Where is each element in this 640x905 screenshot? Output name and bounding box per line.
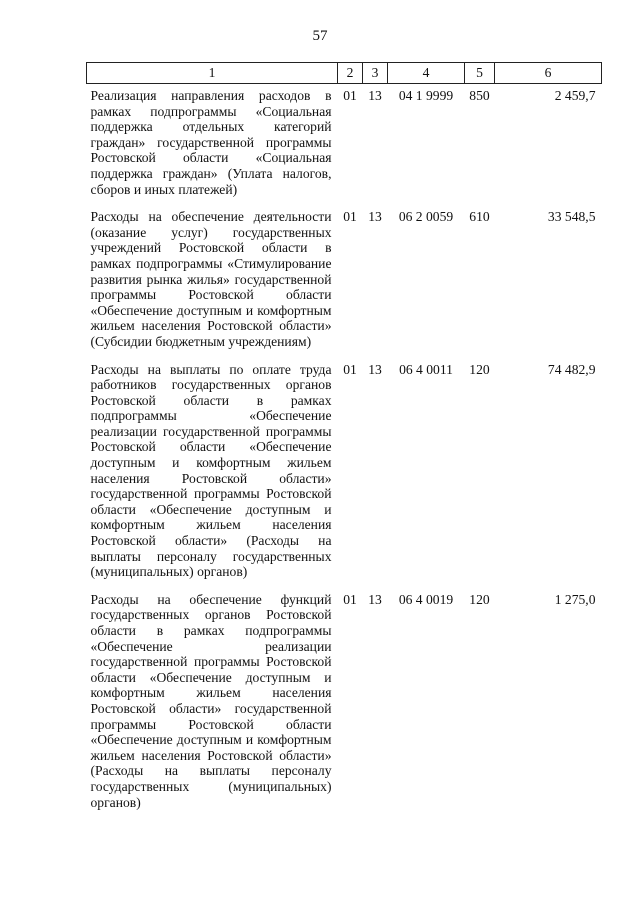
row-target-code: 06 2 0059 xyxy=(398,209,454,225)
row-expense-type-code: 120 xyxy=(469,591,490,607)
row-description: Расходы на выплаты по оплате труда работников государственных органов Ростовской области в рамках подпрограммы «Обеспечение реализации государственной программы Ростовской области «Обеспечение доступным и комфортным жильем населения Ростовской области» государственной программы Ростовской области «Обеспечение доступным и комфортным жильем населения Ростовской области» (Расходы на выплаты персоналу государственных (муниципальных) органов) xyxy=(90,361,332,580)
row-amount: 33 548,5 xyxy=(547,209,596,225)
row-subsection-code: 13 xyxy=(368,209,382,225)
row-section-code: 01 xyxy=(343,209,357,225)
header-col-2: 2 xyxy=(338,63,363,84)
row-expense-type-code: 610 xyxy=(469,209,490,225)
table-row xyxy=(87,362,602,592)
header-col-4: 4 xyxy=(388,63,465,84)
header-row xyxy=(87,63,602,84)
row-amount: 74 482,9 xyxy=(547,361,596,377)
header-col-1: 1 xyxy=(87,63,338,84)
row-amount: 1 275,0 xyxy=(554,591,596,607)
row-description: Расходы на обеспечение функций государственных органов Ростовской области в рамках подпрограммы «Обеспечение реализации государственной программы Ростовской области «Обеспечение доступным и комфортным жильем населения Ростовской области» государственной программы Ростовской области «Обеспечение доступным и комфортным жильем населения Ростовской области» (Расходы на выплаты персоналу государственных (муниципальных) органов) xyxy=(90,591,332,810)
row-expense-type-code: 850 xyxy=(469,88,490,103)
header-col-3: 3 xyxy=(363,63,388,84)
row-section-code: 01 xyxy=(343,361,357,377)
row-target-code: 06 4 0011 xyxy=(399,361,453,377)
row-subsection-code: 13 xyxy=(368,591,382,607)
row-target-code: 04 1 9999 xyxy=(398,88,454,103)
page-number: 57 xyxy=(312,28,328,44)
row-subsection-code: 13 xyxy=(368,88,382,103)
table-header xyxy=(87,63,602,84)
row-section-code: 01 xyxy=(343,88,357,103)
row-description: Расходы на обеспечение деятельности (оказание услуг) государственных учреждений Ростовской области в рамках подпрограммы «Стимулирование развития рынка жилья» государственной программы Ростовской области «Обеспечение доступным и комфортным жильем населения Ростовской области» (Субсидии бюджетным учреждениям) xyxy=(90,209,332,349)
table-row xyxy=(87,209,602,361)
row-amount: 2 459,7 xyxy=(554,88,596,103)
row-expense-type-code: 120 xyxy=(469,361,490,377)
table-row xyxy=(87,592,602,822)
header-col-6: 6 xyxy=(495,63,602,84)
table-body xyxy=(87,84,602,823)
row-subsection-code: 13 xyxy=(368,361,382,377)
row-section-code: 01 xyxy=(343,591,357,607)
row-description: Реализация направления расходов в рамках подпрограммы «Социальная поддержка отдельных категорий граждан» государственной программы Ростовской области «Социальная поддержка граждан» (Уплата налогов, сборов и иных платежей) xyxy=(90,88,332,197)
budget-table xyxy=(86,62,602,822)
row-target-code: 06 4 0019 xyxy=(398,591,454,607)
header-col-5: 5 xyxy=(465,63,495,84)
table-row xyxy=(87,84,602,210)
